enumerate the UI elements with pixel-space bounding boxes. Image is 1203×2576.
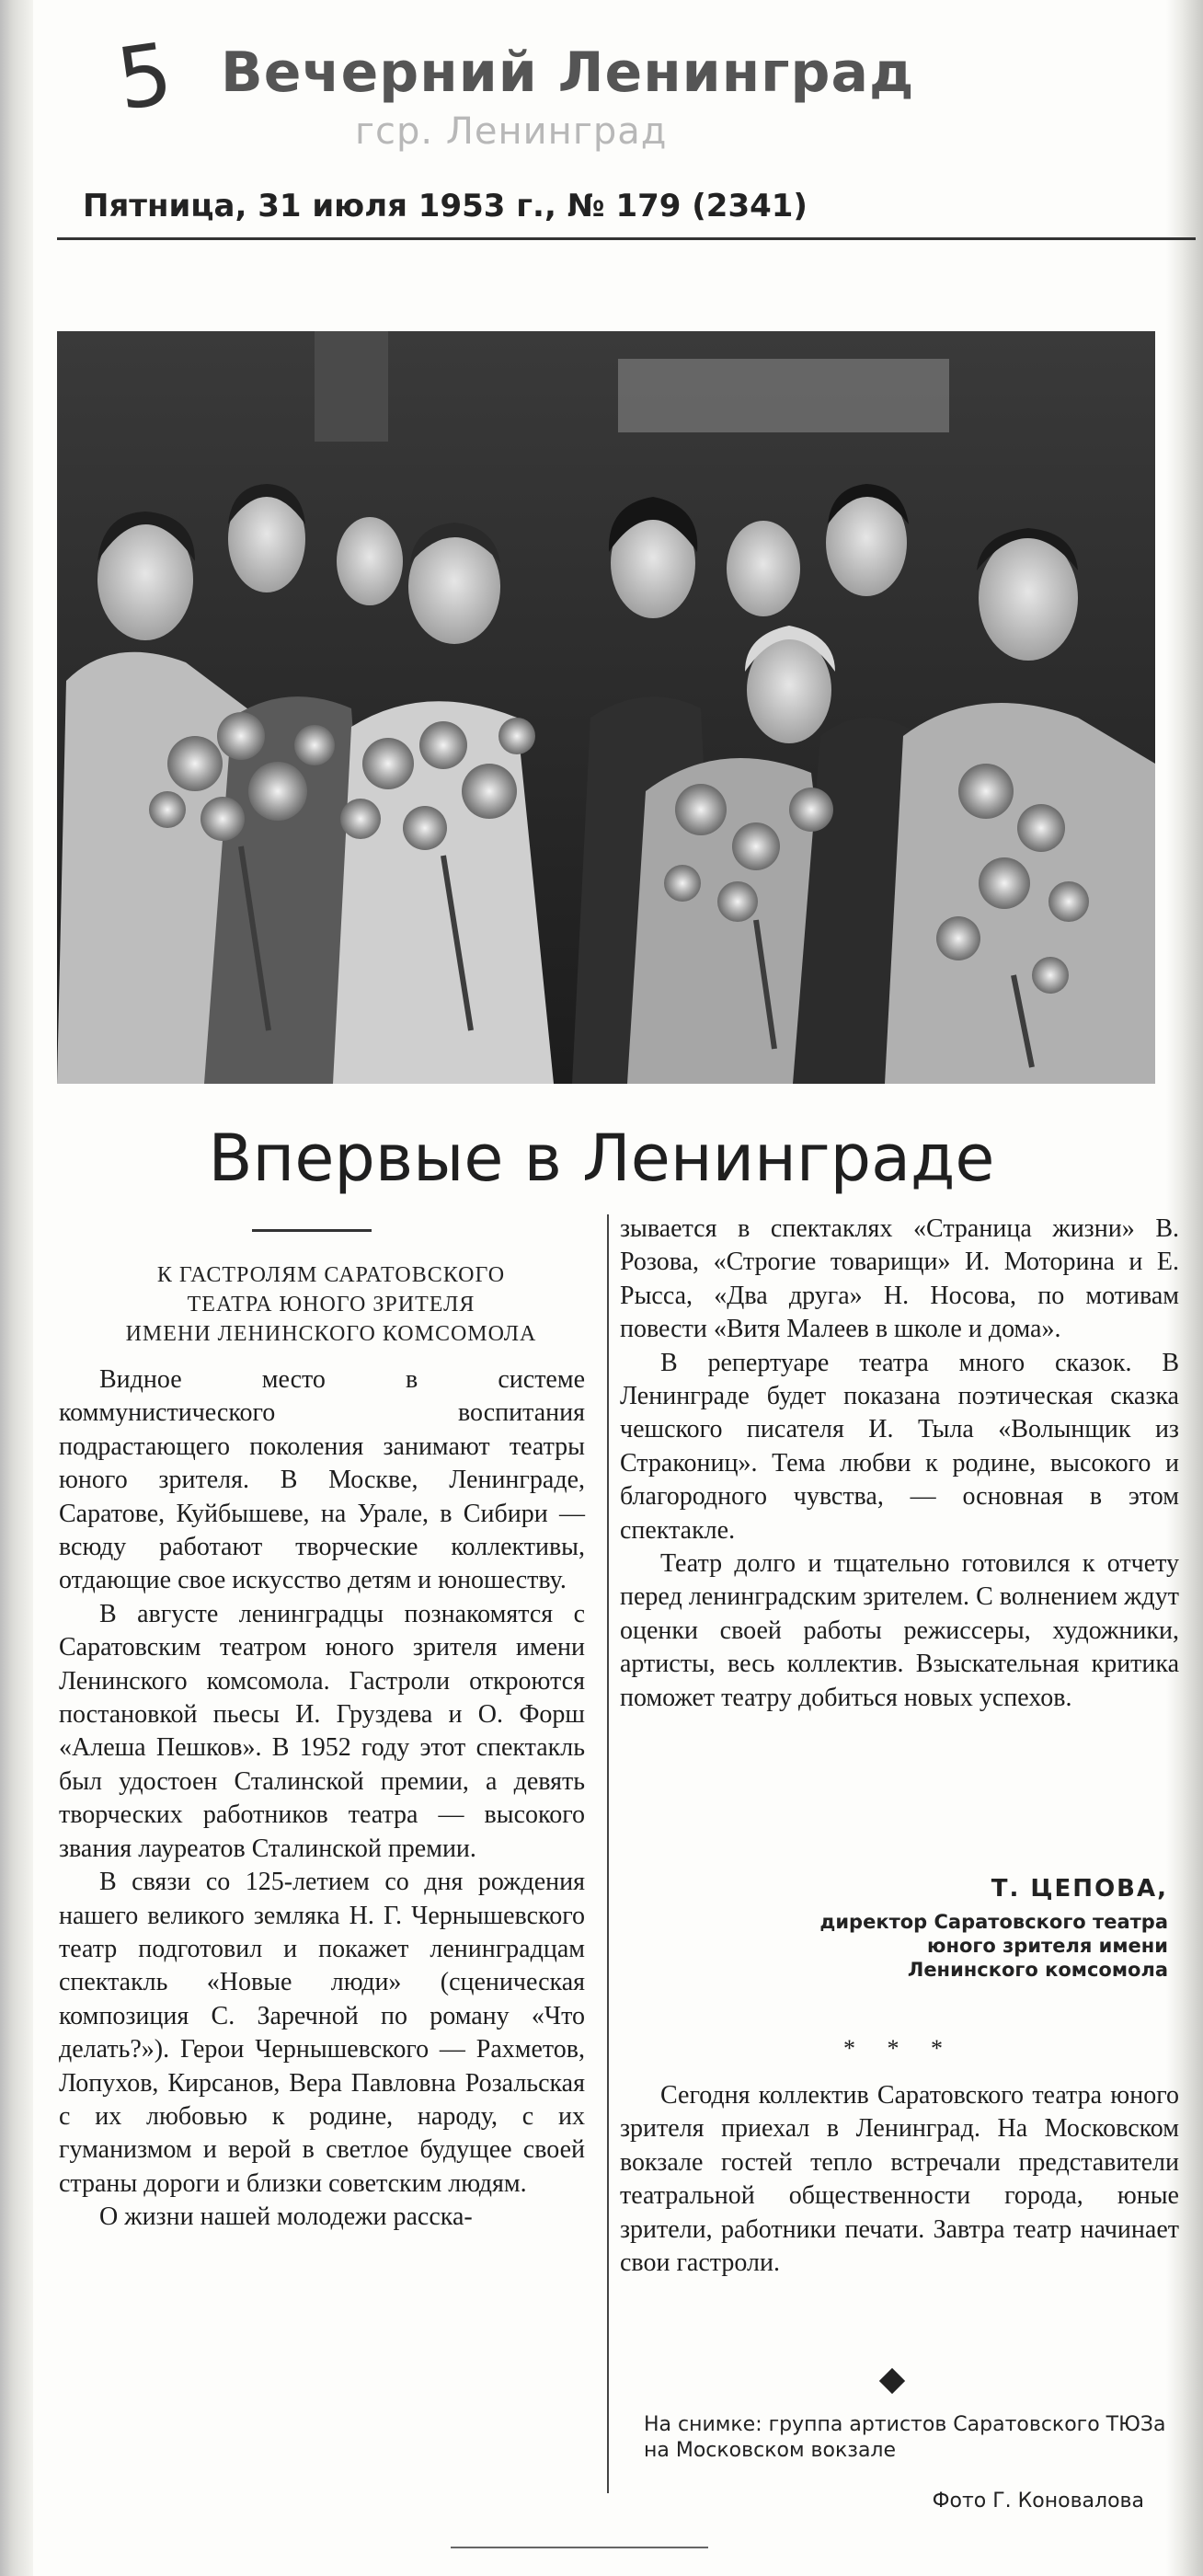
diamond-ornament [879, 2368, 905, 2394]
author-name: Т. ЦЕПОВА, [991, 1875, 1168, 1903]
photo-illustration [57, 331, 1155, 1084]
header-rule [57, 237, 1196, 240]
article-headline: Впервые в Ленинграде [208, 1121, 995, 1196]
newspaper-masthead: Вечерний Ленинград [221, 40, 915, 105]
section-separator: * * * [843, 2035, 956, 2062]
kicker-line: ИМЕНИ ЛЕНИНСКОГО КОМСОМОЛА [125, 1322, 537, 1346]
group-photo [57, 331, 1155, 1084]
paragraph: Видное место в системе коммунистического воспитания подрастающего поколения занимают театры юного зрителя. В Москве, Ленинграде, Саратове, Куйбышеве, на Урале, в Сибири — всюду работают творческие коллективы, отдающие свое искусство детям и юношеству. [59, 1365, 585, 1595]
news-note [620, 2079, 1179, 2280]
paragraph: В репертуаре театра много сказок. В Ленинграде будет показана поэтическая сказка чешского писателя И. Тыла «Волынщик из Стракониц». Тема любви к родине, высокого и благородного чувства, — основная в этом спектакле. [620, 1348, 1179, 1545]
paragraph: В августе ленинградцы познакомятся с Саратовским театром юного зрителя имени Ленинского комсомола. Гастроли откроются постановкой пьесы И. Груздева и О. Форш «Алеша Пешков». В 1952 году этот спектакль был удостоен Сталинской премии, а девять творческих работников театра — высокого звания лауреатов Сталинской премии. [59, 1599, 585, 1863]
paper-edge-left [0, 0, 33, 2576]
photo-credit: Фото Г. Коновалова [932, 2490, 1144, 2513]
issue-dateline: Пятница, 31 июля 1953 г., № 179 (2341) [83, 188, 808, 224]
kicker-line: ТЕАТРА ЮНОГО ЗРИТЕЛЯ [187, 1293, 475, 1317]
handwritten-number: 5 [110, 24, 178, 130]
article-column-left [59, 1363, 585, 2235]
bottom-rule [451, 2547, 708, 2548]
photo-caption: На снимке: группа артистов Саратовского ТЮЗа на Московском вокзале [644, 2413, 1166, 2462]
author-role-line: юного зрителя имени [927, 1935, 1168, 1957]
author-role [620, 1910, 1168, 1982]
library-stamp: гср. Ленинград [355, 110, 668, 153]
paragraph: О жизни нашей молодежи расска- [99, 2202, 473, 2232]
article-column-right [620, 1213, 1179, 1715]
paragraph: Сегодня коллектив Саратовского театра юного зрителя приехал в Ленинград. На Московском вокзале гостей тепло встречали представители театральной общественности города, юные зрители, работники печати. Завтра театр начинает свои гастроли. [620, 2081, 1179, 2278]
paragraph: зывается в спектаклях «Страница жизни» В. Розова, «Строгие товарищи» И. Моторина и Е. Рысса, «Два друга» Н. Носова, по мотивам повести «Витя Малеев в школе и дома». [620, 1214, 1179, 1344]
paragraph: Театр долго и тщательно готовился к отчету перед ленинградским зрителем. С волнением ждут оценки своей работы режиссеры, художники, артисты, весь коллектив. Взыскательная критика поможет театру добиться новых успехов. [620, 1549, 1179, 1712]
article-kicker [83, 1260, 579, 1349]
author-role-line: директор Саратовского театра [819, 1911, 1168, 1933]
kicker-line: К ГАСТРОЛЯМ САРАТОВСКОГО [156, 1263, 506, 1287]
column-divider [607, 1214, 609, 2493]
paragraph: В связи со 125-летием со дня рождения нашего великого земляка Н. Г. Чернышевского театр подготовил и покажет ленинградцам спектакль «Новые люди» (сценическая композиция С. Заречной по роману «Что делать?»). Герои Чернышевского — Рахметов, Лопухов, Кирсанов, Вера Павловна Розальская с их любовью к родине, народу, с их гуманизмом и верой в светлое будущее своей страны дороги и близки советским людям. [59, 1868, 585, 2198]
headline-rule [252, 1229, 372, 1232]
author-role-line: Ленинского комсомола [907, 1959, 1168, 1981]
